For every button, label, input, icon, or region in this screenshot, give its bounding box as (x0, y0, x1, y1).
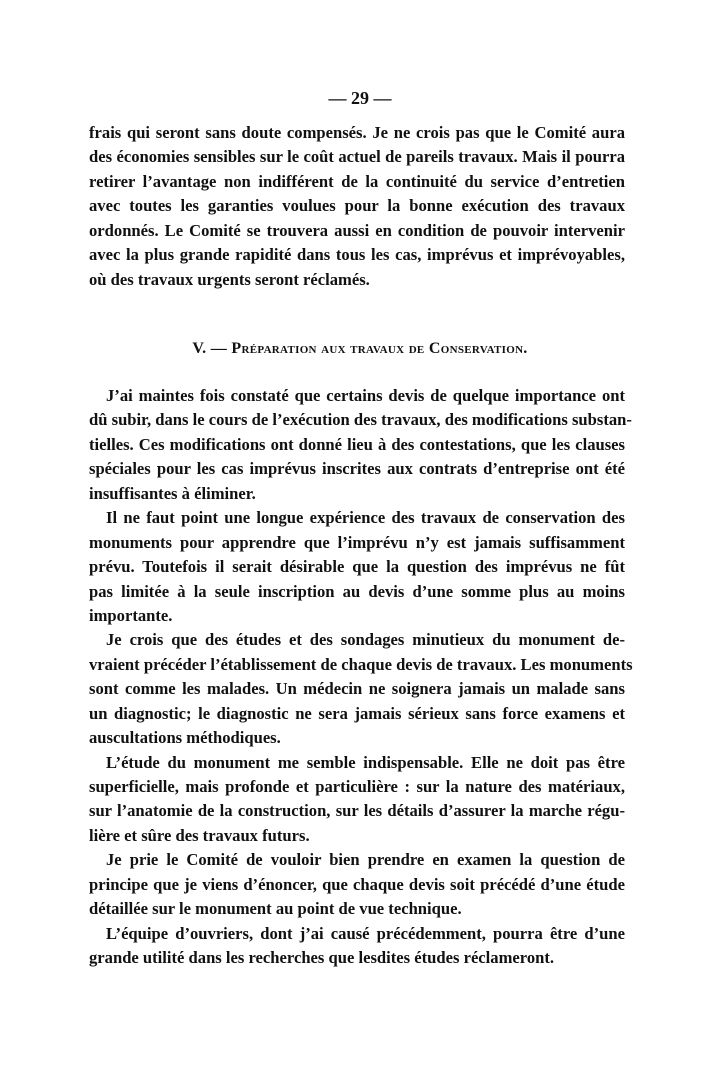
text-line: tielles. Ces modifications ont donné lieu à des contestations, que les clauses (89, 434, 625, 454)
text-line: où des travaux urgents seront réclamés. (89, 269, 370, 289)
text-line: principe que je viens d’énoncer, que chaque devis soit précédé d’une étude (89, 874, 625, 894)
text-line: lière et sûre des travaux futurs. (89, 825, 310, 845)
text-line: superficielle, mais profonde et particulière : sur la nature des matériaux, (89, 777, 625, 796)
text-line: Je prie le Comité de vouloir bien prendre en examen la question de (106, 850, 625, 870)
page-number: — 29 — (328, 88, 392, 108)
text-line: L’équipe d’ouvriers, dont j’ai causé précédemment, pourra être d’une (106, 923, 625, 943)
text-line: des économies sensibles sur le coût actuel de pareils travaux. Mais il pourra (89, 147, 625, 167)
text-line: avec toutes les garanties voulues pour la bonne exécution des travaux (89, 196, 625, 216)
text-line: insuffisantes à éliminer. (89, 483, 256, 503)
text-line: dû subir, dans le cours de l’exécution des travaux, des modifications substan- (89, 410, 632, 430)
text-line: Il ne faut point une longue expérience des travaux de conservation des (106, 508, 625, 528)
text-line: prévu. Toutefois il serait désirable que la question des imprévus ne fût (89, 557, 625, 577)
text-line: pas limitée à la seule inscription au devis d’une somme plus au moins (89, 581, 625, 601)
text-line: ordonnés. Le Comité se trouvera aussi en condition de pouvoir intervenir (89, 220, 625, 240)
text-line: frais qui seront sans doute compensés. Je ne crois pas que le Comité aura (89, 123, 625, 142)
text-line: spéciales pour les cas imprévus inscrites aux contrats d’entreprise ont été (89, 459, 625, 479)
text-line: auscultations méthodiques. (89, 728, 281, 748)
section-heading (0, 340, 720, 358)
text-line: sont comme les malades. Un médecin ne soignera jamais un malade sans (89, 679, 625, 699)
section-title: Préparation aux travaux de Conservation. (231, 340, 528, 357)
paragraph-continued (89, 121, 625, 292)
section-numeral: V. — (192, 340, 228, 357)
text-line: un diagnostic; le diagnostic ne sera jamais sérieux sans force examens et (89, 703, 625, 723)
section-body (89, 384, 633, 971)
text-line: retirer l’avantage non indifférent de la continuité du service d’entretien (89, 171, 625, 191)
text-line: importante. (89, 605, 173, 625)
text-line: monuments pour apprendre que l’imprévu n’y est jamais suffisamment (89, 532, 625, 552)
text-line: avec la plus grande rapidité dans tous les cas, imprévus et imprévoyables, (89, 245, 625, 265)
text-line: Je crois que des études et des sondages minutieux du monument de- (106, 630, 625, 650)
text-line: J’ai maintes fois constaté que certains devis de quelque importance ont (106, 386, 625, 405)
text-line: détaillée sur le monument au point de vue technique. (89, 899, 462, 919)
text-line: sur l’anatomie de la construction, sur les détails d’assurer la marche régu- (89, 801, 625, 821)
text-line: vraient précéder l’établissement de chaque devis de travaux. Les monuments (89, 654, 633, 674)
text-line: grande utilité dans les recherches que lesdites études réclameront. (89, 948, 555, 968)
text-line: L’étude du monument me semble indispensable. Elle ne doit pas être (106, 752, 625, 772)
